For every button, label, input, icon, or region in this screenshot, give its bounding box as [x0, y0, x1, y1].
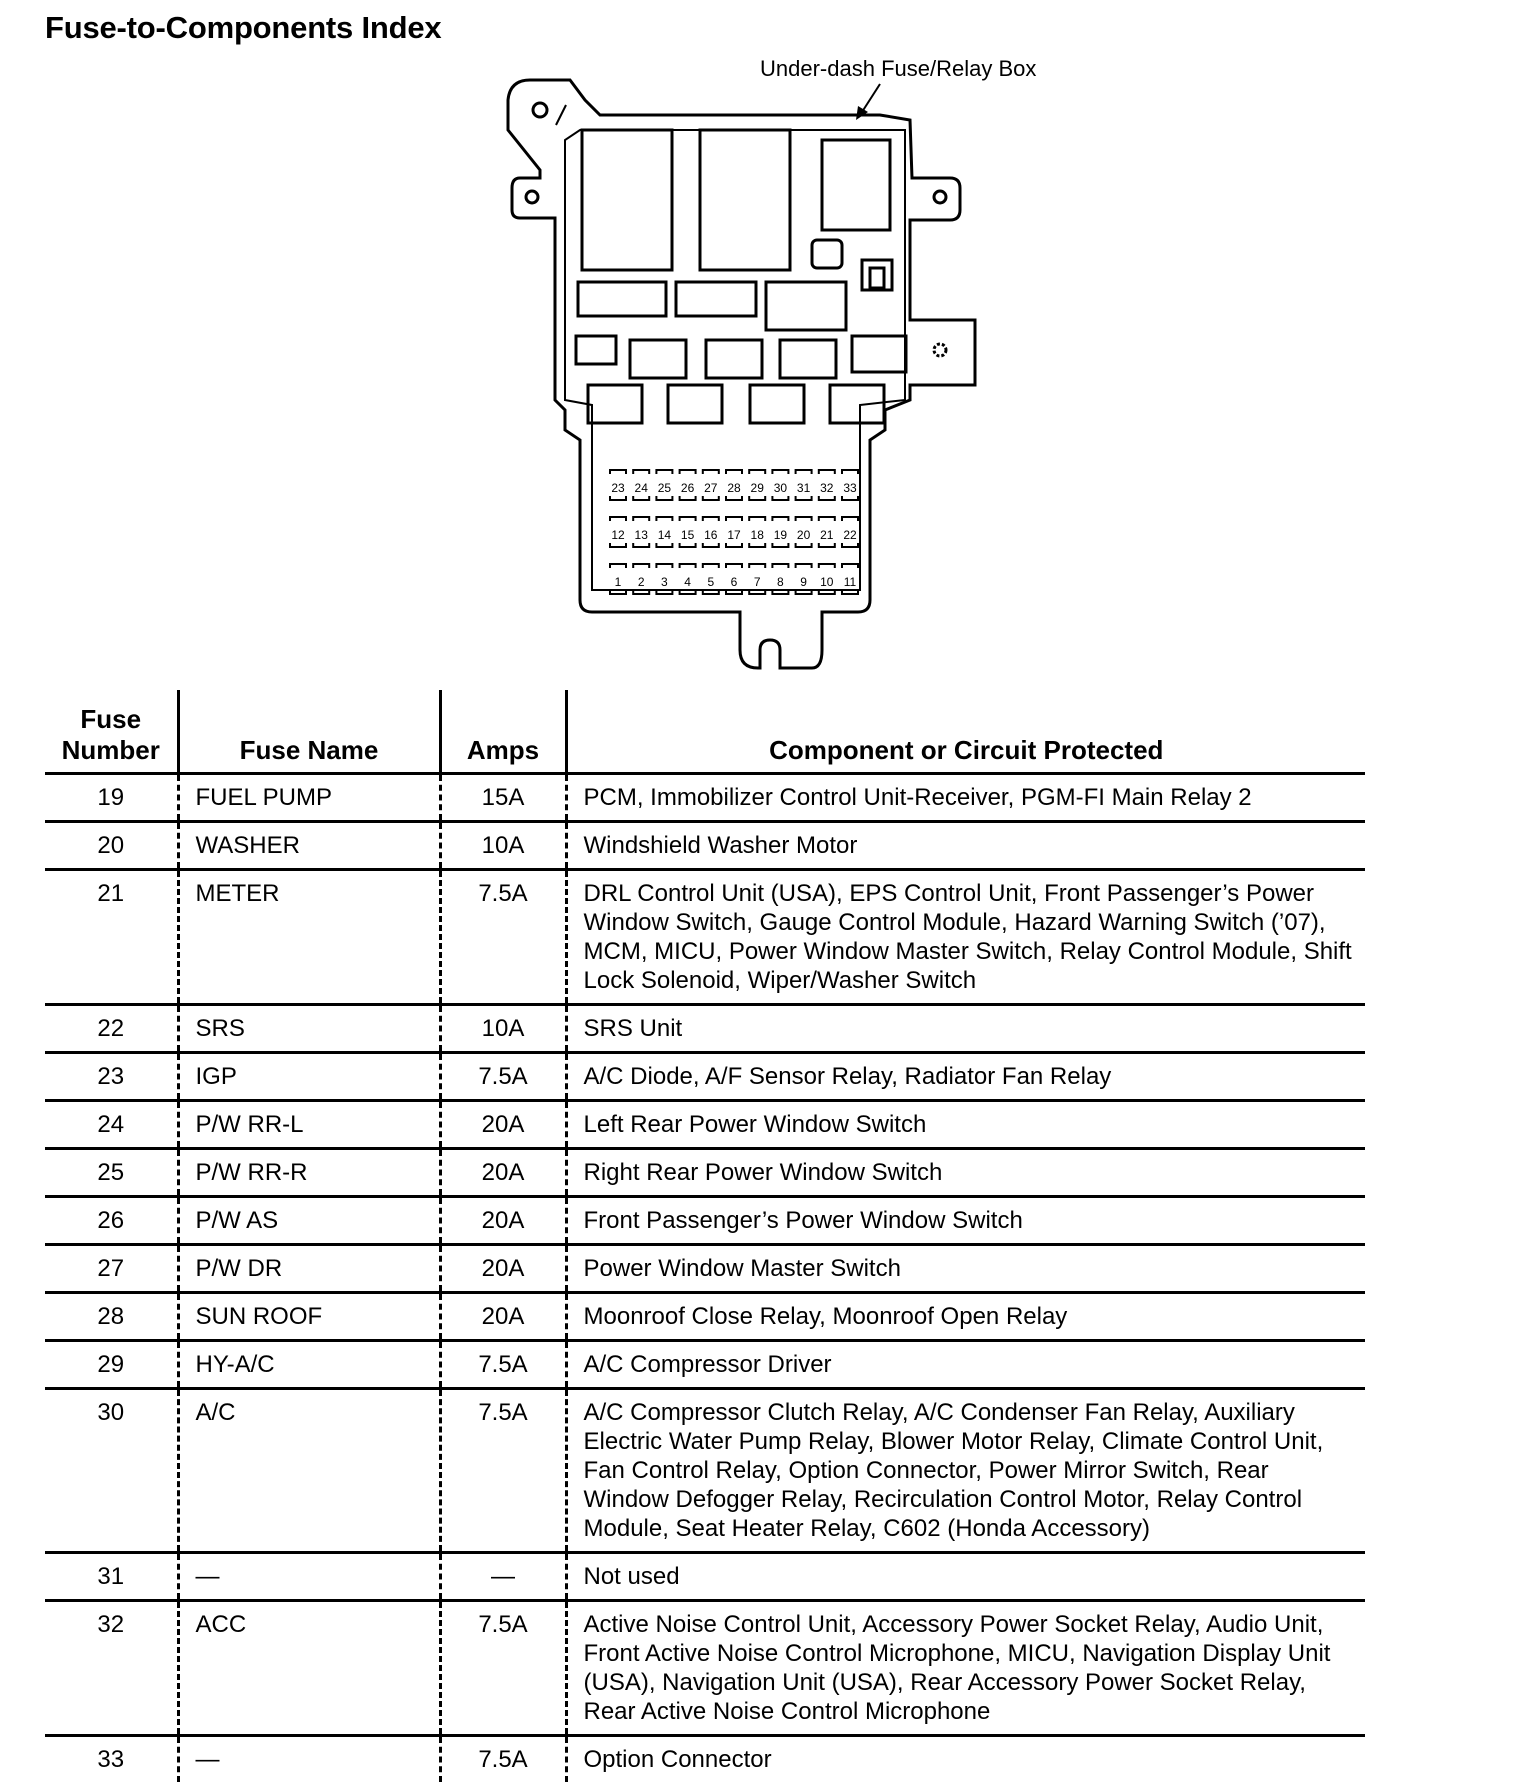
cell-fuse-number: 31 — [45, 1553, 178, 1601]
relay-blocks — [576, 130, 906, 423]
fuse-slot-top — [772, 517, 788, 521]
fuse-slot-label: 1 — [614, 575, 622, 589]
table-row — [45, 822, 1365, 870]
header-fuse-number — [45, 690, 178, 774]
fuse-slot-bottom — [772, 543, 788, 547]
fuse-slot-top — [610, 517, 626, 521]
fuse-slot-bottom — [610, 543, 626, 547]
cell-fuse-number: 22 — [45, 1005, 178, 1053]
fuse-slot-top — [772, 470, 788, 474]
fuse-slot-label: 19 — [773, 528, 788, 542]
fuse-slot-top — [610, 564, 626, 568]
cell-component: A/C Compressor Clutch Relay, A/C Condenser Fan Relay, Auxiliary Electric Water Pump Relay, Blower Motor Relay, Climate Control Unit, Fan Control Relay, Option Connector, Power Mirror Switch, Rear Window Defogger Relay, Recirculation Control Motor, Relay Control Module, Seat Heater Relay, C602 (Honda Accessory) — [566, 1389, 1365, 1553]
fuse-slot-label: 9 — [800, 575, 807, 589]
cell-fuse-number: 21 — [45, 870, 178, 1005]
fuse-slot-top — [749, 470, 765, 474]
relay-low-1 — [588, 385, 642, 423]
cell-fuse-number: 27 — [45, 1245, 178, 1293]
fuse-slot-label: 14 — [657, 528, 672, 542]
fuse-slot-label: 8 — [777, 575, 784, 589]
fuse-slot-top — [819, 517, 835, 521]
label-arrow-line — [862, 84, 880, 112]
fuse-slot-label: 3 — [661, 575, 668, 589]
fuse-slot-bottom — [819, 496, 835, 500]
table-row — [45, 1553, 1365, 1601]
label-arrow-head — [856, 106, 868, 120]
cell-amps: 10A — [440, 1005, 566, 1053]
relay-row-1 — [578, 282, 666, 316]
cell-fuse-number: 29 — [45, 1341, 178, 1389]
fuse-slot-label: 22 — [843, 528, 857, 542]
cell-component: A/C Diode, A/F Sensor Relay, Radiator Fan Relay — [566, 1053, 1365, 1101]
connector-small-inner — [870, 268, 884, 288]
fuse-slot-bottom — [772, 496, 788, 500]
table-row — [45, 1101, 1365, 1149]
fuse-slot-label: 4 — [684, 575, 691, 589]
connector-left — [576, 336, 616, 364]
fuse-slot-top — [819, 564, 835, 568]
fuse-slot-label: 12 — [611, 528, 625, 542]
header-amps: Amps — [440, 690, 566, 774]
cell-amps: 20A — [440, 1245, 566, 1293]
relay-low-2 — [668, 385, 722, 423]
table-row — [45, 1601, 1365, 1736]
cell-component: PCM, Immobilizer Control Unit-Receiver, PGM-FI Main Relay 2 — [566, 774, 1365, 822]
table-row — [45, 1005, 1365, 1053]
cell-fuse-number: 28 — [45, 1293, 178, 1341]
fuse-slot-top — [842, 470, 858, 474]
table-row — [45, 1341, 1365, 1389]
fuse-slot-top — [633, 517, 649, 521]
fuse-slot-label: 25 — [657, 481, 672, 495]
cell-fuse-name: FUEL PUMP — [178, 774, 440, 822]
relay-low-3 — [750, 385, 804, 423]
fuse-slot-bottom — [633, 543, 649, 547]
fuse-slot-label: 20 — [796, 528, 811, 542]
fuse-slot-top — [772, 564, 788, 568]
cell-amps: 7.5A — [440, 1736, 566, 1783]
fuse-box-label: Under-dash Fuse/Relay Box — [760, 56, 1037, 81]
table-row — [45, 1245, 1365, 1293]
fuse-box-diagram — [0, 0, 1536, 690]
fuse-slot-top — [656, 517, 672, 521]
table-row — [45, 1197, 1365, 1245]
relay-row-3 — [766, 282, 846, 330]
cell-fuse-name: A/C — [178, 1389, 440, 1553]
fuse-slot-bottom — [633, 496, 649, 500]
cell-amps: 20A — [440, 1149, 566, 1197]
fuse-slot-top — [749, 517, 765, 521]
connector-small — [862, 260, 892, 290]
fuse-box-svg — [0, 0, 1536, 690]
table-row — [45, 1389, 1365, 1553]
relay-mid-4 — [852, 336, 906, 372]
cell-fuse-name: — — [178, 1553, 440, 1601]
fuse-slot-top — [680, 517, 696, 521]
fuse-slot-label: 11 — [843, 575, 857, 589]
relay-1 — [582, 130, 672, 270]
fuse-slot-label: 24 — [634, 481, 648, 495]
cell-fuse-name: SUN ROOF — [178, 1293, 440, 1341]
cell-component: SRS Unit — [566, 1005, 1365, 1053]
fuse-slot-label: 30 — [773, 481, 788, 495]
cell-component: Front Passenger’s Power Window Switch — [566, 1197, 1365, 1245]
table-row — [45, 1736, 1365, 1783]
fuse-slot-bottom — [680, 496, 696, 500]
fuse-slot-top — [749, 564, 765, 568]
fuse-slot-bottom — [680, 543, 696, 547]
fuse-slot-label: 32 — [820, 481, 834, 495]
header-fuse-number-line2: Number — [61, 735, 160, 765]
fuse-slot-label: 27 — [704, 481, 718, 495]
fuse-slot-top — [842, 564, 858, 568]
cell-amps: 10A — [440, 822, 566, 870]
cell-fuse-number: 20 — [45, 822, 178, 870]
cell-fuse-name: — — [178, 1736, 440, 1783]
cell-fuse-number: 32 — [45, 1601, 178, 1736]
relay-mid-3 — [780, 340, 836, 378]
fuse-slot-top — [726, 564, 742, 568]
relay-row-2 — [676, 282, 756, 316]
cell-component: Moonroof Close Relay, Moonroof Open Relay — [566, 1293, 1365, 1341]
cell-fuse-name: METER — [178, 870, 440, 1005]
fuse-slot-label: 10 — [820, 575, 834, 589]
fuse-slot-top — [796, 564, 812, 568]
relay-mid-2 — [706, 340, 762, 378]
table-row — [45, 1149, 1365, 1197]
cell-fuse-name: HY-A/C — [178, 1341, 440, 1389]
cell-fuse-name: P/W AS — [178, 1197, 440, 1245]
fuse-slot-label: 17 — [727, 528, 741, 542]
cell-component: Option Connector — [583, 1746, 772, 1773]
fuse-slot-bottom — [749, 543, 765, 547]
fuse-table — [45, 690, 1365, 1782]
cell-component: A/C Compressor Driver — [566, 1341, 1365, 1389]
fuse-slot-label: 23 — [611, 481, 625, 495]
table-row — [45, 774, 1365, 822]
cell-amps: 7.5A — [440, 1389, 566, 1553]
header-fuse-name: Fuse Name — [178, 690, 440, 774]
fuse-slot-label: 31 — [796, 481, 811, 495]
table-row — [45, 870, 1365, 1005]
cell-component: Left Rear Power Window Switch — [566, 1101, 1365, 1149]
fuse-slot-top — [656, 470, 672, 474]
fuse-box-housing — [508, 80, 975, 668]
fuse-slot-label: 2 — [637, 575, 645, 589]
cell-component: DRL Control Unit (USA), EPS Control Unit, Front Passenger’s Power Window Switch, Gauge Control Module, Hazard Warning Switch (’07), MCM, MICU, Power Window Master Switch, Relay Control Module, Shift Lock Solenoid, Wiper/Washer Switch — [566, 870, 1365, 1005]
fuse-slot-top — [680, 470, 696, 474]
header-fuse-number-line1: Fuse — [80, 704, 142, 734]
cell-fuse-name: WASHER — [178, 822, 440, 870]
fuse-slot-label: 5 — [707, 575, 715, 589]
relay-3 — [822, 140, 890, 230]
cell-fuse-name: SRS — [178, 1005, 440, 1053]
fuse-slot-label: 28 — [727, 481, 741, 495]
cell-fuse-number: 25 — [45, 1149, 178, 1197]
fuse-slot-label: 16 — [704, 528, 718, 542]
cell-fuse-number: 30 — [45, 1389, 178, 1553]
cell-amps: 15A — [440, 774, 566, 822]
header-component: Component or Circuit Protected — [566, 690, 1365, 774]
cell-component: Active Noise Control Unit, Accessory Power Socket Relay, Audio Unit, Front Active Noise Control Microphone, MICU, Navigation Display Unit (USA), Navigation Unit (USA), Rear Accessory Power Socket Relay, Rear Active Noise Control Microphone — [566, 1601, 1365, 1736]
cell-fuse-name: ACC — [178, 1601, 440, 1736]
cell-fuse-number: 24 — [45, 1101, 178, 1149]
fuse-slot-bottom — [842, 543, 858, 547]
fuse-slot-bottom — [656, 496, 672, 500]
cell-component: Right Rear Power Window Switch — [566, 1149, 1365, 1197]
cell-fuse-name: P/W RR-R — [178, 1149, 440, 1197]
fuse-slot-label: 6 — [730, 575, 738, 589]
cell-amps: 20A — [440, 1197, 566, 1245]
relay-4 — [812, 240, 842, 268]
fuse-slot-top — [796, 470, 812, 474]
cell-fuse-name: P/W DR — [178, 1245, 440, 1293]
table-row — [45, 1053, 1365, 1101]
table-row — [45, 1293, 1365, 1341]
fuse-slot-top — [726, 517, 742, 521]
fuse-slot-bottom — [656, 543, 672, 547]
cell-amps: 7.5A — [440, 1053, 566, 1101]
fuse-slot-bottom — [610, 496, 626, 500]
fuse-grid — [610, 470, 858, 594]
cell-amps: 20A — [440, 1101, 566, 1149]
page-title: Fuse-to-Components Index — [45, 10, 442, 45]
fuse-slot-top — [703, 564, 719, 568]
cell-fuse-number: 19 — [45, 774, 178, 822]
fuse-slot-top — [680, 564, 696, 568]
relay-2 — [700, 130, 790, 270]
fuse-slot-bottom — [796, 543, 812, 547]
fuse-slot-top — [703, 470, 719, 474]
fuse-slot-label: 7 — [753, 575, 761, 589]
fuse-slot-label: 33 — [843, 481, 857, 495]
fuse-slot-label: 18 — [750, 528, 764, 542]
cell-amps: 7.5A — [440, 870, 566, 1005]
cell-amps: — — [440, 1553, 566, 1601]
fuse-slot-bottom — [749, 496, 765, 500]
fuse-slot-top — [842, 517, 858, 521]
cell-amps: 20A — [440, 1293, 566, 1341]
fuse-slot-top — [796, 517, 812, 521]
cell-amps: 7.5A — [440, 1601, 566, 1736]
cell-fuse-name: P/W RR-L — [178, 1101, 440, 1149]
fuse-slot-bottom — [703, 496, 719, 500]
cell-fuse-number: 33 — [45, 1736, 178, 1783]
fuse-slot-bottom — [703, 543, 719, 547]
cell-fuse-name: IGP — [178, 1053, 440, 1101]
fuse-slot-top — [726, 470, 742, 474]
fuse-slot-bottom — [726, 543, 742, 547]
fuse-slot-label: 15 — [680, 528, 695, 542]
table-header-row — [45, 690, 1365, 774]
fuse-slot-top — [703, 517, 719, 521]
fuse-slot-top — [633, 564, 649, 568]
fuse-slot-top — [656, 564, 672, 568]
fuse-slot-bottom — [842, 496, 858, 500]
fuse-slot-label: 13 — [634, 528, 648, 542]
fuse-slot-label: 29 — [750, 481, 764, 495]
fuse-slot-bottom — [819, 543, 835, 547]
cell-component: Power Window Master Switch — [566, 1245, 1365, 1293]
cell-fuse-number: 23 — [45, 1053, 178, 1101]
fuse-slot-top — [633, 470, 649, 474]
fuse-slot-top — [610, 470, 626, 474]
fuse-slot-label: 26 — [680, 481, 695, 495]
cell-fuse-number: 26 — [45, 1197, 178, 1245]
cell-component: Not used — [566, 1553, 1365, 1601]
cell-component: Windshield Washer Motor — [566, 822, 1365, 870]
fuse-slot-label: 21 — [820, 528, 834, 542]
cell-amps: 7.5A — [440, 1341, 566, 1389]
fuse-slot-top — [819, 470, 835, 474]
fuse-slot-bottom — [726, 496, 742, 500]
fuse-slot-bottom — [796, 496, 812, 500]
relay-mid-1 — [630, 340, 686, 378]
